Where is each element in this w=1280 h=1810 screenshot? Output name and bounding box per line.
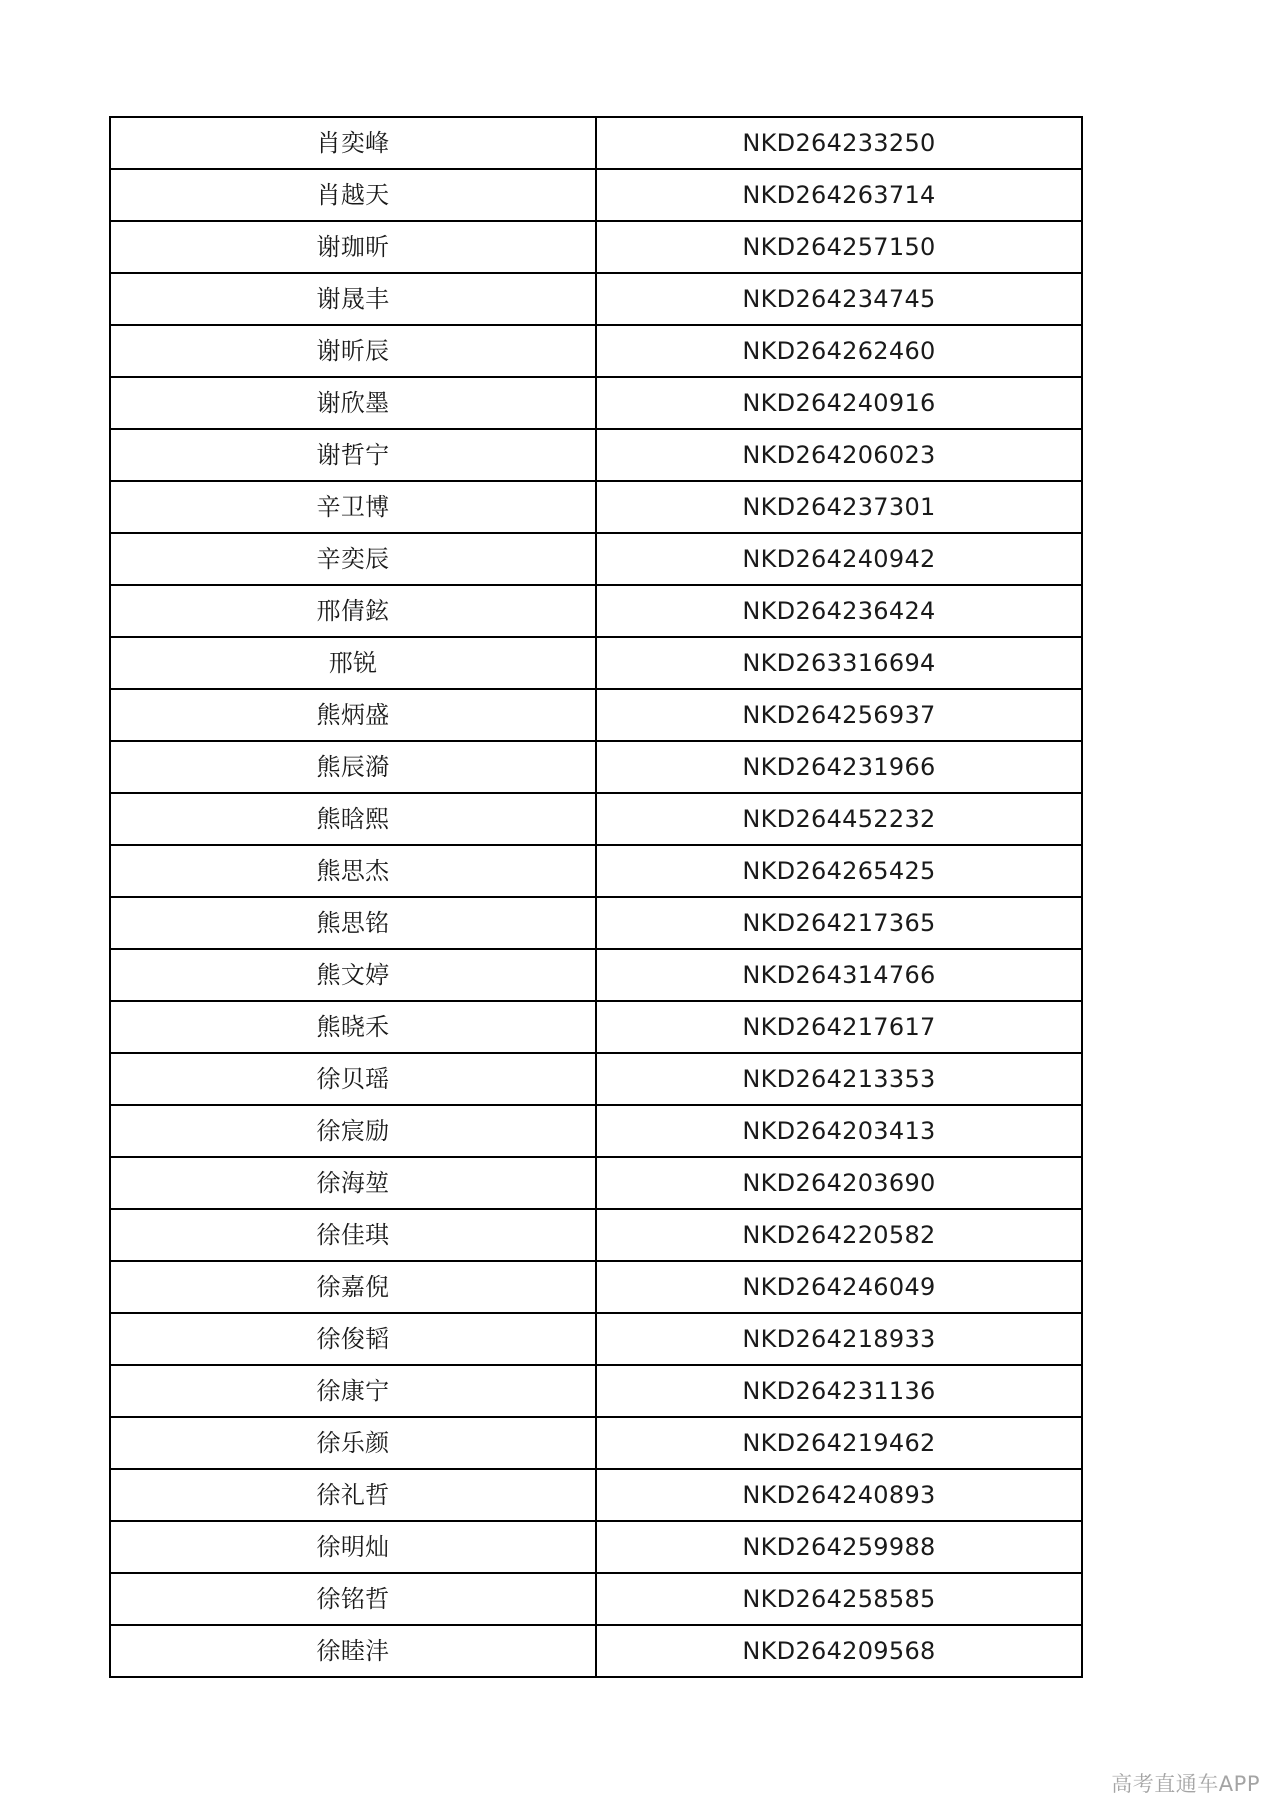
name-cell: 辛卫博	[110, 481, 596, 533]
name-cell: 徐乐颜	[110, 1417, 596, 1469]
id-cell: NKD264259988	[596, 1521, 1082, 1573]
name-cell: 熊文婷	[110, 949, 596, 1001]
table-row	[110, 1417, 1082, 1469]
name-cell: 谢昕辰	[110, 325, 596, 377]
name-cell: 熊辰漪	[110, 741, 596, 793]
id-cell: NKD264220582	[596, 1209, 1082, 1261]
name-cell: 熊晓禾	[110, 1001, 596, 1053]
name-cell: 熊思杰	[110, 845, 596, 897]
name-cell: 邢锐	[110, 637, 596, 689]
id-cell: NKD264256937	[596, 689, 1082, 741]
name-cell: 熊思铭	[110, 897, 596, 949]
table-row	[110, 377, 1082, 429]
name-cell: 徐贝瑶	[110, 1053, 596, 1105]
name-cell: 徐睦沣	[110, 1625, 596, 1677]
name-cell: 谢欣墨	[110, 377, 596, 429]
table-row	[110, 1157, 1082, 1209]
name-cell: 熊炳盛	[110, 689, 596, 741]
table-row	[110, 325, 1082, 377]
name-id-table	[109, 116, 1083, 1678]
table-row	[110, 949, 1082, 1001]
id-cell: NKD264257150	[596, 221, 1082, 273]
id-cell: NKD264258585	[596, 1573, 1082, 1625]
name-cell: 徐宸励	[110, 1105, 596, 1157]
id-cell: NKD264233250	[596, 117, 1082, 169]
name-cell: 邢倩鉉	[110, 585, 596, 637]
table-row	[110, 1573, 1082, 1625]
table-row	[110, 1625, 1082, 1677]
table-row	[110, 1001, 1082, 1053]
id-cell: NKD264218933	[596, 1313, 1082, 1365]
table-row	[110, 1313, 1082, 1365]
table-row	[110, 1105, 1082, 1157]
id-cell: NKD264213353	[596, 1053, 1082, 1105]
table-body	[110, 117, 1082, 1677]
name-cell: 谢哲宁	[110, 429, 596, 481]
table-row	[110, 1469, 1082, 1521]
table-row	[110, 273, 1082, 325]
id-cell: NKD264217365	[596, 897, 1082, 949]
table-row	[110, 481, 1082, 533]
id-cell: NKD264240893	[596, 1469, 1082, 1521]
id-cell: NKD264203413	[596, 1105, 1082, 1157]
table-row	[110, 689, 1082, 741]
table-row	[110, 1521, 1082, 1573]
table-row	[110, 793, 1082, 845]
table-row	[110, 741, 1082, 793]
table-row	[110, 533, 1082, 585]
name-cell: 徐铭哲	[110, 1573, 596, 1625]
id-cell: NKD263316694	[596, 637, 1082, 689]
id-cell: NKD264452232	[596, 793, 1082, 845]
id-cell: NKD264219462	[596, 1417, 1082, 1469]
name-cell: 徐明灿	[110, 1521, 596, 1573]
id-cell: NKD264263714	[596, 169, 1082, 221]
name-cell: 谢珈昕	[110, 221, 596, 273]
table-row	[110, 1209, 1082, 1261]
id-cell: NKD264262460	[596, 325, 1082, 377]
name-cell: 徐康宁	[110, 1365, 596, 1417]
id-cell: NKD264234745	[596, 273, 1082, 325]
id-cell: NKD264231966	[596, 741, 1082, 793]
name-cell: 肖越天	[110, 169, 596, 221]
id-cell: NKD264240916	[596, 377, 1082, 429]
table-row	[110, 1261, 1082, 1313]
name-cell: 徐佳琪	[110, 1209, 596, 1261]
table-row	[110, 897, 1082, 949]
id-cell: NKD264314766	[596, 949, 1082, 1001]
name-cell: 熊晗熙	[110, 793, 596, 845]
id-cell: NKD264217617	[596, 1001, 1082, 1053]
table-row	[110, 1365, 1082, 1417]
table-row	[110, 637, 1082, 689]
id-cell: NKD264231136	[596, 1365, 1082, 1417]
id-cell: NKD264265425	[596, 845, 1082, 897]
table-row	[110, 169, 1082, 221]
table-row	[110, 585, 1082, 637]
name-cell: 徐嘉倪	[110, 1261, 596, 1313]
id-cell: NKD264206023	[596, 429, 1082, 481]
id-cell: NKD264246049	[596, 1261, 1082, 1313]
table-row	[110, 221, 1082, 273]
watermark-text: 高考直通车APP	[1111, 1772, 1260, 1796]
name-cell: 徐海堃	[110, 1157, 596, 1209]
name-cell: 谢晟丰	[110, 273, 596, 325]
table-row	[110, 845, 1082, 897]
name-cell: 徐礼哲	[110, 1469, 596, 1521]
id-cell: NKD264236424	[596, 585, 1082, 637]
table-row	[110, 429, 1082, 481]
name-cell: 辛奕辰	[110, 533, 596, 585]
name-cell: 肖奕峰	[110, 117, 596, 169]
table-row	[110, 1053, 1082, 1105]
id-cell: NKD264237301	[596, 481, 1082, 533]
id-cell: NKD264240942	[596, 533, 1082, 585]
name-cell: 徐俊韬	[110, 1313, 596, 1365]
id-cell: NKD264209568	[596, 1625, 1082, 1677]
id-cell: NKD264203690	[596, 1157, 1082, 1209]
table-row	[110, 117, 1082, 169]
